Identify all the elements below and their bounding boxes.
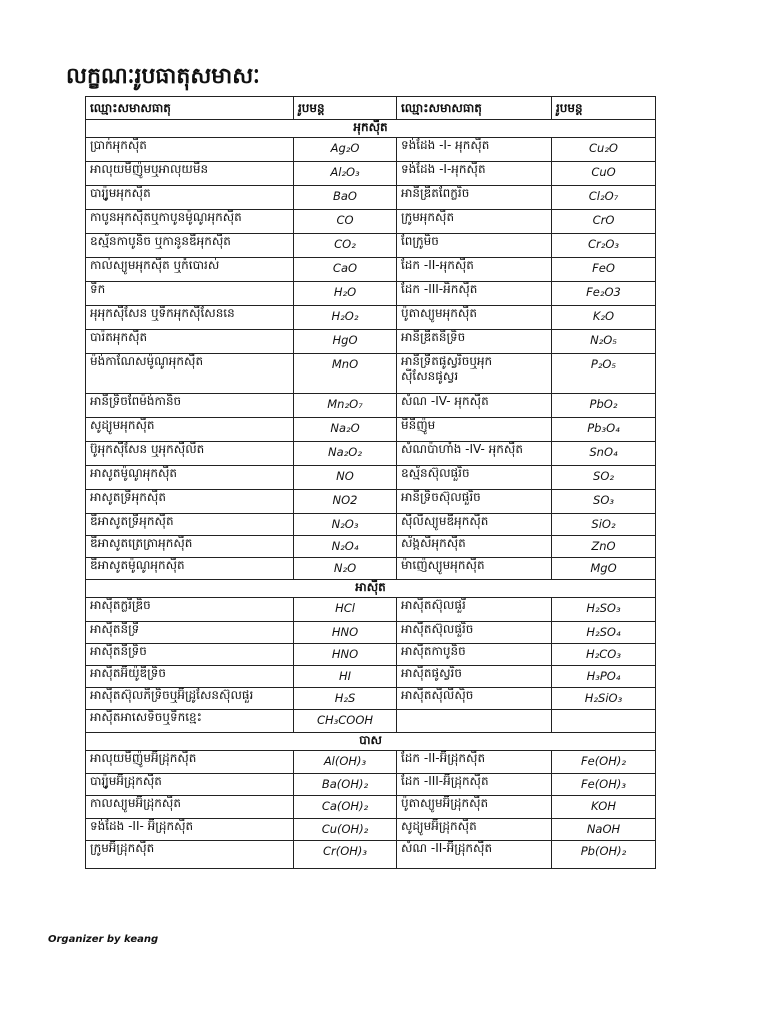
compound-name: ទង់ដែង -I-អុកស៊ីត [397, 162, 552, 186]
table-row [86, 536, 656, 558]
section-title: អុកស៊ីត [86, 120, 656, 138]
compound-formula: CO₂ [294, 234, 397, 258]
compound-name: ដែក -II-អុកស៊ីត [397, 258, 552, 282]
table-row [86, 688, 656, 710]
table-row [86, 162, 656, 186]
table-row [86, 418, 656, 442]
compound-name: សូដ្យូមអុកស៊ីត [86, 418, 294, 442]
compound-formula: KOH [552, 796, 656, 819]
section-row [86, 120, 656, 138]
compound-name: ក្រូមអុកស៊ីត [397, 210, 552, 234]
table-row [86, 330, 656, 354]
table-row [86, 666, 656, 688]
compound-name: ដែក -III-អិកស៊ីត [397, 282, 552, 306]
compound-name: អាស៊ីតផូស្វរិច [397, 666, 552, 688]
compound-formula: CH₃COOH [294, 710, 397, 733]
compound-formula: H₂SO₃ [552, 598, 656, 622]
table-row [86, 306, 656, 330]
compound-formula: HNO [294, 644, 397, 666]
compound-name: ឧស្ម័នស៊ុលផួរិច [397, 466, 552, 490]
compound-name [397, 710, 552, 733]
compound-formula: SO₂ [552, 466, 656, 490]
compound-formula: Al(OH)₃ [294, 751, 397, 774]
table-row [86, 598, 656, 622]
compound-formula: CuO [552, 162, 656, 186]
compound-formula: Ca(OH)₂ [294, 796, 397, 819]
compound-formula: H₂O₂ [294, 306, 397, 330]
compound-formula: CrO [552, 210, 656, 234]
table-row [86, 819, 656, 841]
compound-formula: SiO₂ [552, 514, 656, 536]
compound-formula: NO [294, 466, 397, 490]
table-row [86, 622, 656, 644]
compound-name: កាល់ស្យូមអុកស៊ីត ឬកំបោរស់ [86, 258, 294, 282]
compound-formula: Cu(OH)₂ [294, 819, 397, 841]
compound-name: ដែក -II-អ៊ីដ្រុកស៊ីត [397, 751, 552, 774]
compound-formula: N₂O₃ [294, 514, 397, 536]
compound-name: អានីទ្រិចស៊ុលផួរិច [397, 490, 552, 514]
compound-name: ម៉ង់កាណែសម៉ូណូអុកស៊ីត [86, 354, 294, 394]
compound-formula: H₃PO₄ [552, 666, 656, 688]
compound-formula: FeO [552, 258, 656, 282]
compound-name: បារ្យ៉ូមអ៊ីដ្រុកស៊ីត [86, 774, 294, 796]
compound-name: សំណប៉ាហាំង -IV- អុកស៊ីត [397, 442, 552, 466]
compound-formula: HgO [294, 330, 397, 354]
compound-name: ឌីអាសូតម៉ូណូអុកស៊ីត [86, 558, 294, 580]
compound-formula: HNO [294, 622, 397, 644]
table-row [86, 558, 656, 580]
compound-formula: BaO [294, 186, 397, 210]
compound-formula: H₂SiO₃ [552, 688, 656, 710]
section-row [86, 580, 656, 598]
compound-name: អានីទ្រីតផូស្វរិចឬអុកស៊ីសែនផូស្វរ [397, 354, 552, 394]
compound-formula: H₂O [294, 282, 397, 306]
compound-name: អាសូតម៉ូណូអុកស៊ីត [86, 466, 294, 490]
table-row [86, 774, 656, 796]
table-row [86, 490, 656, 514]
compound-formula: N₂O₄ [294, 536, 397, 558]
compound-formula: HI [294, 666, 397, 688]
compound-formula: SnO₄ [552, 442, 656, 466]
compound-formula: CO [294, 210, 397, 234]
compound-name: សូដ្យូមអ៊ីដ្រុកស៊ីត [397, 819, 552, 841]
table-row [86, 442, 656, 466]
compound-name: ដែក -III-អ៊ីដ្រុកស៊ីត [397, 774, 552, 796]
compound-name: អានីទ្រិចពែម៉ង់កានិច [86, 394, 294, 418]
compound-name: ស័ង្កសីអុកស៊ីត [397, 536, 552, 558]
compound-formula: N₂O [294, 558, 397, 580]
compound-name: សំណ -IV- អុកស៊ីត [397, 394, 552, 418]
organizer-credit: Organizer by keang [48, 934, 159, 945]
compound-name: ក្រូមអ៊ីដ្រុកស៊ីត [86, 841, 294, 869]
compound-name: បារ្យ៉ូមអុកស៊ីត [86, 186, 294, 210]
table-row [86, 234, 656, 258]
compound-name: អាស៊ីតស៊ុលផួរិច [397, 622, 552, 644]
compound-name: អាលុយមីញ៉ូមឬអាលុយមីន [86, 162, 294, 186]
table-row [86, 466, 656, 490]
compound-formula: K₂O [552, 306, 656, 330]
compound-formula: Fe(OH)₂ [552, 751, 656, 774]
compound-formula: P₂O₅ [552, 354, 656, 394]
compound-name: ឌីអាសូតទ្រីអុកស៊ីត [86, 514, 294, 536]
table-row [86, 282, 656, 306]
compound-name: អាស៊ីតអ៊ីយ៉ូឌីទ្រិច [86, 666, 294, 688]
table-row [86, 394, 656, 418]
compound-formula: Ag₂O [294, 138, 397, 162]
section-title: អាស៊ីត [86, 580, 656, 598]
compound-formula: MgO [552, 558, 656, 580]
compound-formula: Cr(OH)₃ [294, 841, 397, 869]
compound-formula: H₂S [294, 688, 397, 710]
compound-formula [552, 710, 656, 733]
compound-name: អាស៊ីតស៊ុលភីទ្រិចឬអ៊ីដ្រូសែនស៊ុលផួរ [86, 688, 294, 710]
compound-name: ប៉ូតាស្យូមអុកស៊ីត [397, 306, 552, 330]
compound-formula: Fe₂O3 [552, 282, 656, 306]
compound-formula: H₂SO₄ [552, 622, 656, 644]
compound-name: អាស៊ីតកាបូនិច [397, 644, 552, 666]
compound-formula: Pb(OH)₂ [552, 841, 656, 869]
compound-name: សំណ -II-អ៊ីដ្រុកស៊ីត [397, 841, 552, 869]
compound-name: មីនីញ៉ូម [397, 418, 552, 442]
compound-name: បារ៉តអុកស៊ីត [86, 330, 294, 354]
compound-formula: Fe(OH)₃ [552, 774, 656, 796]
compound-formula: Al₂O₃ [294, 162, 397, 186]
table-row [86, 258, 656, 282]
compound-formula: Cl₂O₇ [552, 186, 656, 210]
table-row [86, 841, 656, 869]
compound-formula: N₂O₅ [552, 330, 656, 354]
compound-formula: Na₂O₂ [294, 442, 397, 466]
compound-name: ម៉ាញ៉េស្យូមអុកស៊ីត [397, 558, 552, 580]
compound-name: កាលស្យូមអ៊ីដ្រុកស៊ីត [86, 796, 294, 819]
compound-formula: NO2 [294, 490, 397, 514]
compound-formula: Ba(OH)₂ [294, 774, 397, 796]
table-row [86, 354, 656, 394]
compound-formula: CaO [294, 258, 397, 282]
compound-formula: SO₃ [552, 490, 656, 514]
table-row [86, 751, 656, 774]
compound-name: កាបូនអុកស៊ីតឬកាបូនម៉ូណូអុកស៊ីត [86, 210, 294, 234]
compound-formula: Pb₃O₄ [552, 418, 656, 442]
compound-name: ប៊ូអុកស៊ីសែន ឬអុកស៊ីលីត [86, 442, 294, 466]
compound-name: អាស៊ីតនីទ្រិច [86, 644, 294, 666]
header-name-2: ឈ្មោះសមាសធាតុ [397, 97, 552, 120]
table-row [86, 644, 656, 666]
header-formula-1: រូបមន្ត [294, 97, 397, 120]
compound-name: អាស៊ីតអាសេទិចឬទឹកខ្មេះ [86, 710, 294, 733]
compound-name: អាសូតទ្រីអុកស៊ីត [86, 490, 294, 514]
compound-formula: PbO₂ [552, 394, 656, 418]
compound-name: ទឹក [86, 282, 294, 306]
header-formula-2: រូបមន្ត [552, 97, 656, 120]
compound-name: អុអុកស៊ីសែន ឬទឹកអុកស៊ីសែននេ [86, 306, 294, 330]
page-title: លក្ខណៈរូបធាតុសមាសៈ [66, 64, 260, 89]
compound-name: អាលុយមីញ៉ូមអ៊ីដ្រុកស៊ីត [86, 751, 294, 774]
header-name-1: ឈ្មោះសមាសធាតុ [86, 97, 294, 120]
compound-name: ពែក្រូមិច [397, 234, 552, 258]
compound-name: អាស៊ីតក្លរីឌ្រិច [86, 598, 294, 622]
compound-name: ប៉ូតាស្យូមអ៊ីដ្រុកស៊ីត [397, 796, 552, 819]
compound-name: អានីឌ្រីតនីទ្រិច [397, 330, 552, 354]
compounds-table [85, 96, 656, 869]
compound-formula: Na₂O [294, 418, 397, 442]
compound-name: អាស៊ីតស៊ុលផួរី [397, 598, 552, 622]
compound-formula: NaOH [552, 819, 656, 841]
compound-name: ទង់ដែង -II- អ៊ីដ្រុកស៊ីត [86, 819, 294, 841]
compound-name: ប្រាក់អុកស៊ីត [86, 138, 294, 162]
table-header-row [86, 97, 656, 120]
compound-name: ឌីអាសូតត្រេត្រាអុកស៊ីត [86, 536, 294, 558]
compound-name: អានីឌ្រីតពែក្លរិច [397, 186, 552, 210]
compound-formula: HCl [294, 598, 397, 622]
table-row [86, 186, 656, 210]
compound-name: អាស៊ីតស៊ីលីស៊ិច [397, 688, 552, 710]
compound-name: ឧស្ម័នកាបូនិច ឬកានូនឌីអុកស៊ីត [86, 234, 294, 258]
compound-formula: H₂CO₃ [552, 644, 656, 666]
compound-formula: MnO [294, 354, 397, 394]
compound-formula: ZnO [552, 536, 656, 558]
table-row [86, 138, 656, 162]
section-row [86, 733, 656, 751]
table-row [86, 210, 656, 234]
compound-formula: Cr₂O₃ [552, 234, 656, 258]
compound-name: ស៊ីលីស្យូមឌីអុកស៊ីត [397, 514, 552, 536]
compound-formula: Mn₂O₇ [294, 394, 397, 418]
section-title: បាស [86, 733, 656, 751]
compound-name: អាស៊ីតនីទ្រី [86, 622, 294, 644]
compound-formula: Cu₂O [552, 138, 656, 162]
table-row [86, 796, 656, 819]
table-row [86, 514, 656, 536]
table-row [86, 710, 656, 733]
compound-name: ទង់ដែង -I- អុកស៊ីត [397, 138, 552, 162]
